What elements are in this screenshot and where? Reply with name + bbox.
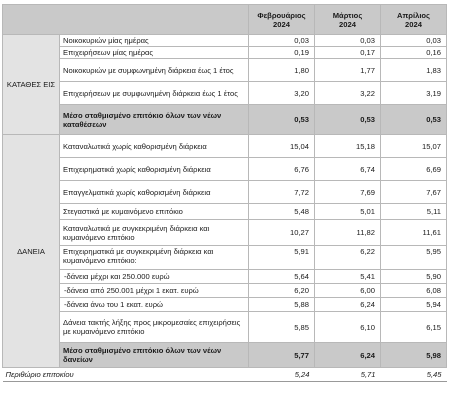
cell-value: 0,16 bbox=[381, 47, 447, 59]
row-label: Καταναλωτικά χωρίς καθορισμένη διάρκεια bbox=[60, 135, 249, 158]
deposits-average-row bbox=[3, 105, 447, 135]
cell-value: 6,76 bbox=[249, 158, 315, 181]
cell-value: 3,19 bbox=[381, 82, 447, 105]
table-row bbox=[3, 298, 447, 312]
cell-value: 6,20 bbox=[249, 284, 315, 298]
cell-value: 5,24 bbox=[249, 368, 315, 382]
row-label: Στεγαστικά με κυμαινόμενο επιτόκιο bbox=[60, 204, 249, 220]
row-label: Μέσο σταθμισμένο επιτόκιο όλων των νέων δανείων bbox=[60, 343, 249, 368]
cell-value: 1,80 bbox=[249, 59, 315, 82]
cell-value: 0,53 bbox=[249, 105, 315, 135]
cell-value: 11,82 bbox=[315, 220, 381, 246]
row-label: Περιθώριο επιτοκίου bbox=[3, 368, 249, 382]
cell-value: 6,22 bbox=[315, 246, 381, 270]
table-row bbox=[3, 246, 447, 270]
cell-value: 6,00 bbox=[315, 284, 381, 298]
cell-value: 5,48 bbox=[249, 204, 315, 220]
interest-margin-row bbox=[3, 368, 447, 382]
cell-value: 7,69 bbox=[315, 181, 381, 204]
cell-value: 6,69 bbox=[381, 158, 447, 181]
cell-value: 0,19 bbox=[249, 47, 315, 59]
cell-value: 5,88 bbox=[249, 298, 315, 312]
table-row bbox=[3, 35, 447, 47]
header-april: Απρίλιος 2024 bbox=[381, 5, 447, 35]
loans-average-row bbox=[3, 343, 447, 368]
row-label: Καταναλωτικά με συγκεκριμένη διάρκεια και κυμαινόμενο επιτόκιο bbox=[60, 220, 249, 246]
cell-value: 6,08 bbox=[381, 284, 447, 298]
cell-value: 0,03 bbox=[315, 35, 381, 47]
cell-value: 0,03 bbox=[249, 35, 315, 47]
cell-value: 5,95 bbox=[381, 246, 447, 270]
interest-rates-table bbox=[2, 4, 447, 382]
cell-value: 1,83 bbox=[381, 59, 447, 82]
table-row bbox=[3, 135, 447, 158]
table-row bbox=[3, 59, 447, 82]
cell-value: 15,18 bbox=[315, 135, 381, 158]
cell-value: 5,01 bbox=[315, 204, 381, 220]
table-row bbox=[3, 82, 447, 105]
table-row bbox=[3, 312, 447, 343]
row-label: Επιχειρηματικά χωρίς καθορισμένη διάρκεια bbox=[60, 158, 249, 181]
cell-value: 5,11 bbox=[381, 204, 447, 220]
cell-value: 7,67 bbox=[381, 181, 447, 204]
cell-value: 15,04 bbox=[249, 135, 315, 158]
cell-value: 6,15 bbox=[381, 312, 447, 343]
cell-value: 5,77 bbox=[249, 343, 315, 368]
table-row bbox=[3, 181, 447, 204]
table-row bbox=[3, 270, 447, 284]
cell-value: 5,98 bbox=[381, 343, 447, 368]
row-label: Επαγγελματικά χωρίς καθορισμένη διάρκεια bbox=[60, 181, 249, 204]
row-label: Επιχειρηματικά με συγκεκριμένη διάρκεια και κυμαινόμενο επιτόκιο: bbox=[60, 246, 249, 270]
cell-value: 0,53 bbox=[315, 105, 381, 135]
cell-value: 5,91 bbox=[249, 246, 315, 270]
cell-value: 5,71 bbox=[315, 368, 381, 382]
header-february: Φεβρουάριος 2024 bbox=[249, 5, 315, 35]
cell-value: 11,61 bbox=[381, 220, 447, 246]
table-row bbox=[3, 204, 447, 220]
row-label: Δάνεια τακτής λήξης προς μικρομεσαίες επιχειρήσεις με κυμαινόμενο επιτόκιο bbox=[60, 312, 249, 343]
cell-value: 1,77 bbox=[315, 59, 381, 82]
cell-value: 0,03 bbox=[381, 35, 447, 47]
table-row bbox=[3, 220, 447, 246]
category-deposits: ΚΑΤΑΘΕΣ ΕΙΣ bbox=[3, 35, 60, 135]
row-label: Νοικοκυριών με συμφωνημένη διάρκεια έως 1 έτος bbox=[60, 59, 249, 82]
row-label: Νοικοκυριών μίας ημέρας bbox=[60, 35, 249, 47]
cell-value: 10,27 bbox=[249, 220, 315, 246]
cell-value: 6,24 bbox=[315, 343, 381, 368]
header-march: Μάρτιος 2024 bbox=[315, 5, 381, 35]
header-blank bbox=[3, 5, 249, 35]
cell-value: 0,53 bbox=[381, 105, 447, 135]
table-row bbox=[3, 158, 447, 181]
row-label: Επιχειρήσεων με συμφωνημένη διάρκεια έως 1 έτος bbox=[60, 82, 249, 105]
cell-value: 6,24 bbox=[315, 298, 381, 312]
cell-value: 5,41 bbox=[315, 270, 381, 284]
cell-value: 5,45 bbox=[381, 368, 447, 382]
row-label: Μέσο σταθμισμένο επιτόκιο όλων των νέων καταθέσεων bbox=[60, 105, 249, 135]
cell-value: 6,10 bbox=[315, 312, 381, 343]
header-row bbox=[3, 5, 447, 35]
cell-value: 7,72 bbox=[249, 181, 315, 204]
cell-value: 5,85 bbox=[249, 312, 315, 343]
row-label: -δάνεια από 250.001 μέχρι 1 εκατ. ευρώ bbox=[60, 284, 249, 298]
cell-value: 6,74 bbox=[315, 158, 381, 181]
table-row bbox=[3, 284, 447, 298]
cell-value: 5,90 bbox=[381, 270, 447, 284]
cell-value: 15,07 bbox=[381, 135, 447, 158]
cell-value: 3,22 bbox=[315, 82, 381, 105]
cell-value: 5,64 bbox=[249, 270, 315, 284]
table-row bbox=[3, 47, 447, 59]
cell-value: 3,20 bbox=[249, 82, 315, 105]
cell-value: 0,17 bbox=[315, 47, 381, 59]
cell-value: 5,94 bbox=[381, 298, 447, 312]
row-label: -δάνεια μέχρι και 250.000 ευρώ bbox=[60, 270, 249, 284]
category-loans: ΔΑΝΕΙΑ bbox=[3, 135, 60, 368]
row-label: Επιχειρήσεων μίας ημέρας bbox=[60, 47, 249, 59]
row-label: -δάνεια άνω του 1 εκατ. ευρώ bbox=[60, 298, 249, 312]
